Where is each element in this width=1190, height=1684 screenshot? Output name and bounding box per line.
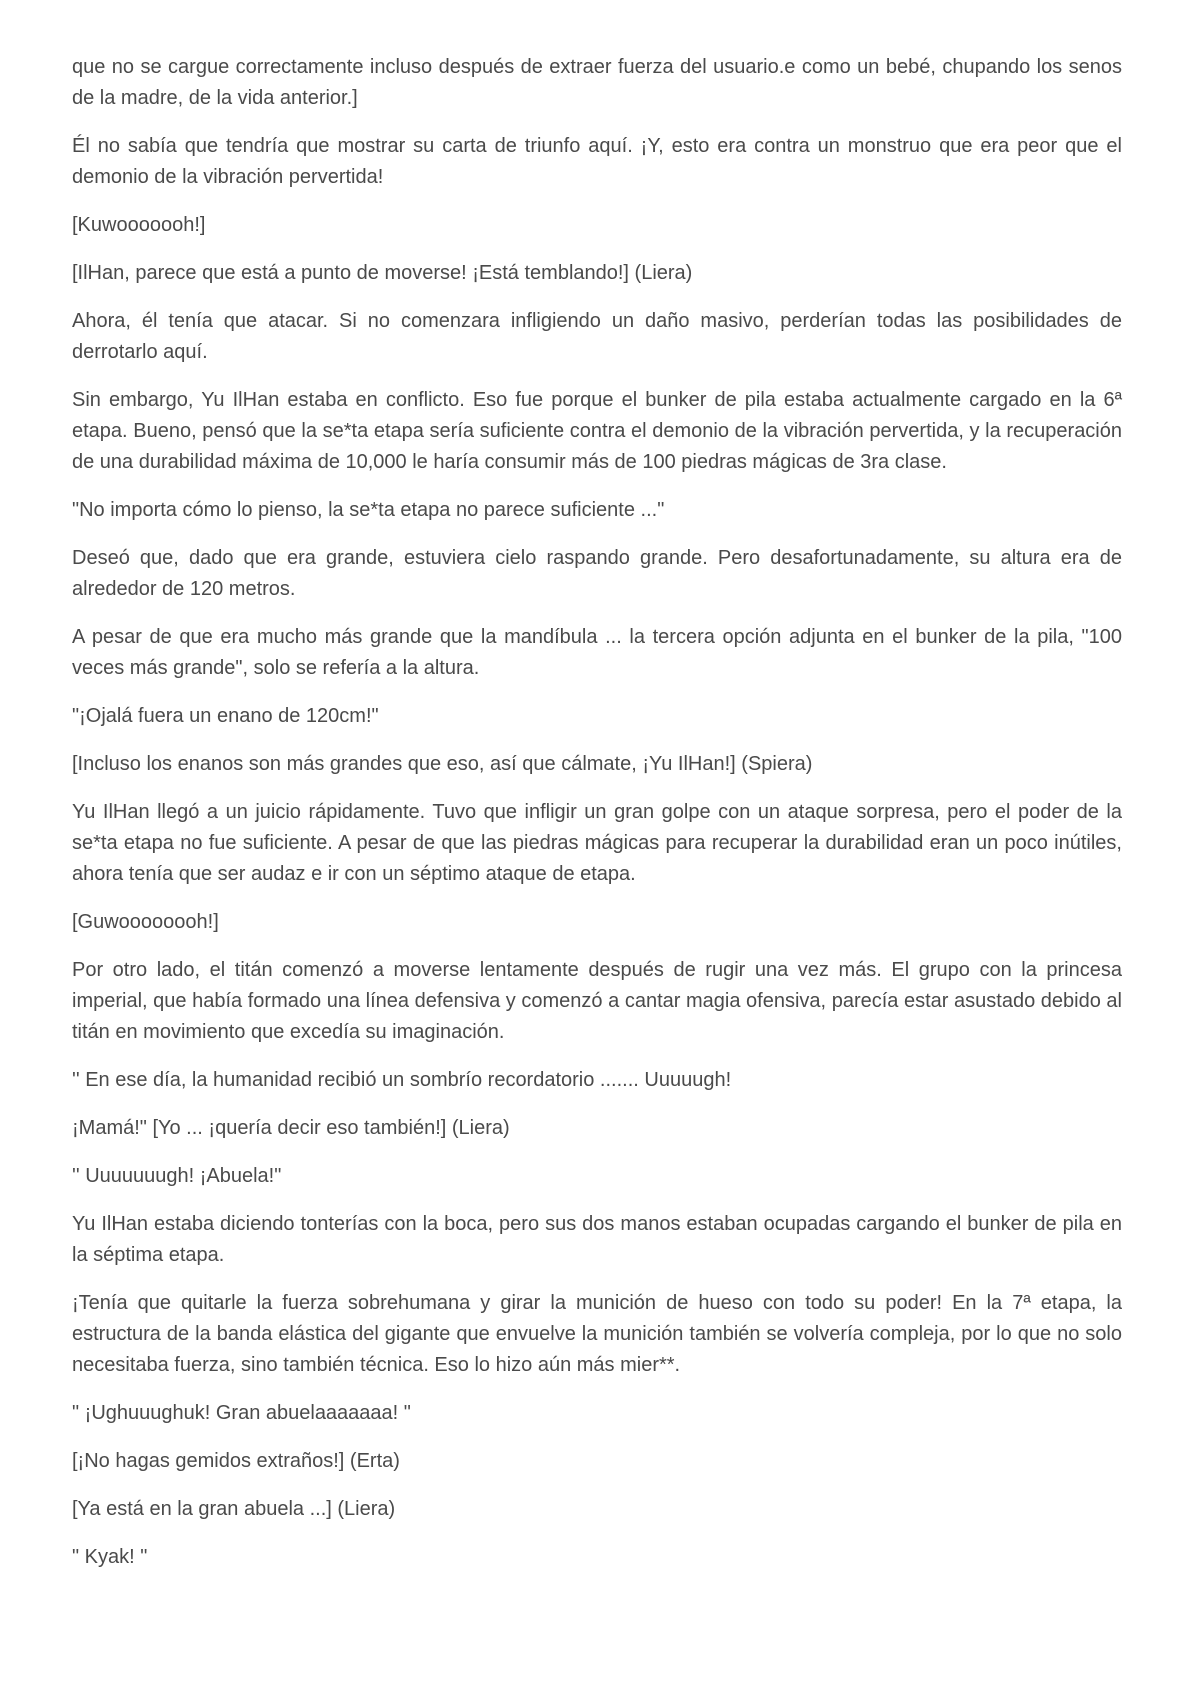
paragraph: [IlHan, parece que está a punto de moverse! ¡Está temblando!] (Liera) [72,262,693,284]
document-page [72,52,1122,1590]
paragraph: que no se cargue correctamente incluso después de extraer fuerza del usuario.e como un bebé, chupando los senos de la madre, de la vida anterior.] [72,56,1122,109]
paragraph: "¡Ojalá fuera un enano de 120cm!" [72,705,379,727]
paragraph: Por otro lado, el titán comenzó a moverse lentamente después de rugir una vez más. El grupo con la princesa imperial, que había formado una línea defensiva y comenzó a cantar magia ofensiva, parecía estar asustado debido al titán en movimiento que excedía su imaginación. [72,959,1122,1043]
paragraph: A pesar de que era mucho más grande que la mandíbula ... la tercera opción adjunta en el bunker de la pila, "100 veces más grande", solo se refería a la altura. [72,626,1122,679]
paragraph: Deseó que, dado que era grande, estuviera cielo raspando grande. Pero desafortunadamente, su altura era de alrededor de 120 metros. [72,547,1122,600]
paragraph: Ahora, él tenía que atacar. Si no comenzara infligiendo un daño masivo, perderían todas las posibilidades de derrotarlo aquí. [72,310,1122,363]
paragraph: ¡Mamá!" [Yo ... ¡quería decir eso también!] (Liera) [72,1117,510,1139]
paragraph: Él no sabía que tendría que mostrar su carta de triunfo aquí. ¡Y, esto era contra un monstruo que era peor que el demonio de la vibración pervertida! [72,135,1122,188]
paragraph: Sin embargo, Yu IlHan estaba en conflicto. Eso fue porque el bunker de pila estaba actualmente cargado en la 6ª etapa. Bueno, pensó que la se*ta etapa sería suficiente contra el demonio de la vibración pervertida, y la recuperación de una durabilidad máxima de 10,000 le haría consumir más de 100 piedras mágicas de 3ra clase. [72,389,1122,473]
paragraph: [Kuwooooooh!] [72,214,206,236]
paragraph: Yu IlHan estaba diciendo tonterías con la boca, pero sus dos manos estaban ocupadas cargando el bunker de pila en la séptima etapa. [72,1213,1122,1266]
paragraph: [Guwoooooooh!] [72,911,219,933]
paragraph: Yu IlHan llegó a un juicio rápidamente. Tuvo que infligir un gran golpe con un ataque sorpresa, pero el poder de la se*ta etapa no fue suficiente. A pesar de que las piedras mágicas para recuperar la durabilidad eran un poco inútiles, ahora tenía que ser audaz e ir con un séptimo ataque de etapa. [72,801,1122,885]
paragraph: '' En ese día, la humanidad recibió un sombrío recordatorio ....... Uuuuugh! [72,1069,732,1091]
paragraph: [Incluso los enanos son más grandes que eso, así que cálmate, ¡Yu IlHan!] (Spiera) [72,753,813,775]
paragraph: ¡Tenía que quitarle la fuerza sobrehumana y girar la munición de hueso con todo su poder! En la 7ª etapa, la estructura de la banda elástica del gigante que envuelve la munición también se volvería compleja, por lo que no solo necesitaba fuerza, sino también técnica. Eso lo hizo aún más mier**. [72,1292,1122,1376]
paragraph: [Ya está en la gran abuela ...] (Liera) [72,1498,396,1520]
paragraph: " ¡Ughuuughuk! Gran abuelaaaaaaa! " [72,1402,411,1424]
paragraph: "No importa cómo lo pienso, la se*ta etapa no parece suficiente ..." [72,499,665,521]
paragraph: " Kyak! " [72,1546,148,1568]
paragraph: [¡No hagas gemidos extraños!] (Erta) [72,1450,400,1472]
paragraph: '' Uuuuuuugh! ¡Abuela!" [72,1165,282,1187]
